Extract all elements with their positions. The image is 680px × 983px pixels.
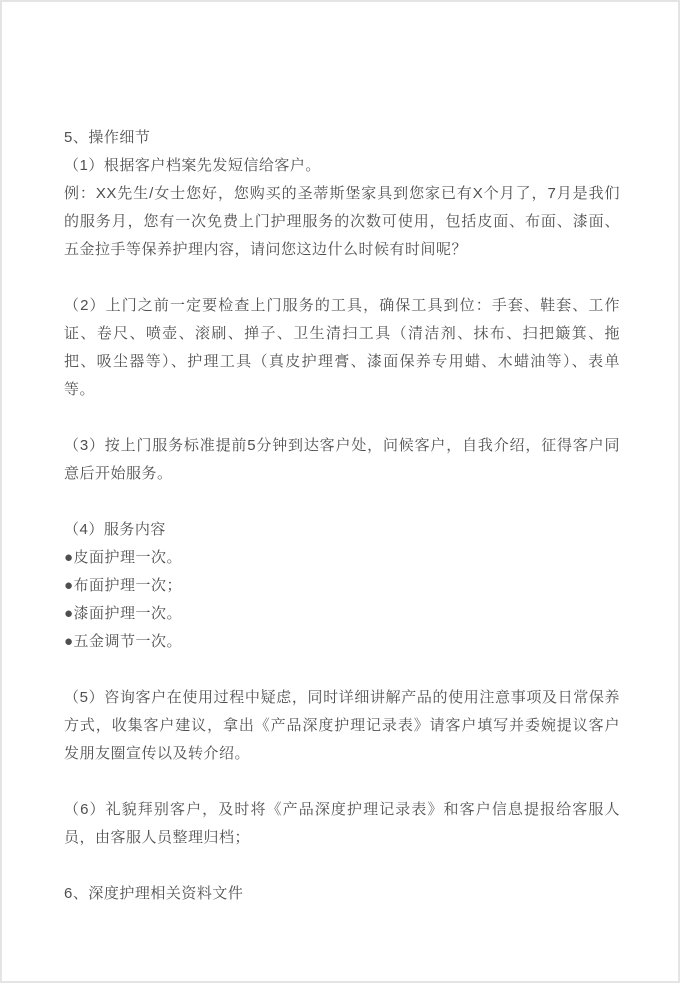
paragraph-item-1: （1）根据客户档案先发短信给客户。 [64,157,321,174]
paragraph-item-5: （5）咨询客户在使用过程中疑虑，同时详细讲解产品的使用注意事项及日常保养方式，收集客户建议，拿出《产品深度护理记录表》请客户填写并委婉提议客户发朋友圈宣传以及转介绍。 [64,689,620,762]
bullet-list-item: ●漆面护理一次。 [64,605,183,622]
section-6-heading: 6、深度护理相关资料文件 [64,885,244,902]
paragraph-item-2: （2）上门之前一定要检查上门服务的工具，确保工具到位：手套、鞋套、工作证、卷尺、喷壶、滚刷、掸子、卫生清扫工具（清洁剂、抹布、扫把簸箕、拖把、吸尘器等）、护理工具（真皮护理膏、漆面保养专用蜡、木蜡油等）、表单等。 [64,297,620,398]
paragraph-item-3: （3）按上门服务标准提前5分钟到达客户处，问候客户，自我介绍，征得客户同意后开始服务。 [64,437,620,482]
section-5-heading: 5、操作细节 [64,129,151,146]
paragraph-item-4: （4）服务内容 [64,521,166,538]
paragraph-sms-example: 例：XX先生/女士您好，您购买的圣蒂斯堡家具到您家已有X个月了，7月是我们的服务月，您有一次免费上门护理服务的次数可使用，包括皮面、布面、漆面、五金拉手等保养护理内容，请问您这边什么时候有时间呢？ [64,185,620,258]
bullet-list-item: ●五金调节一次。 [64,633,183,650]
paragraph-item-6: （6）礼貌拜别客户，及时将《产品深度护理记录表》和客户信息提报给客服人员，由客服人员整理归档； [64,801,620,846]
document-content [2,2,680,908]
bullet-list-item: ●皮面护理一次。 [64,549,183,566]
service-content-bullet-list [64,544,620,656]
bullet-list-item: ●布面护理一次； [64,577,183,594]
